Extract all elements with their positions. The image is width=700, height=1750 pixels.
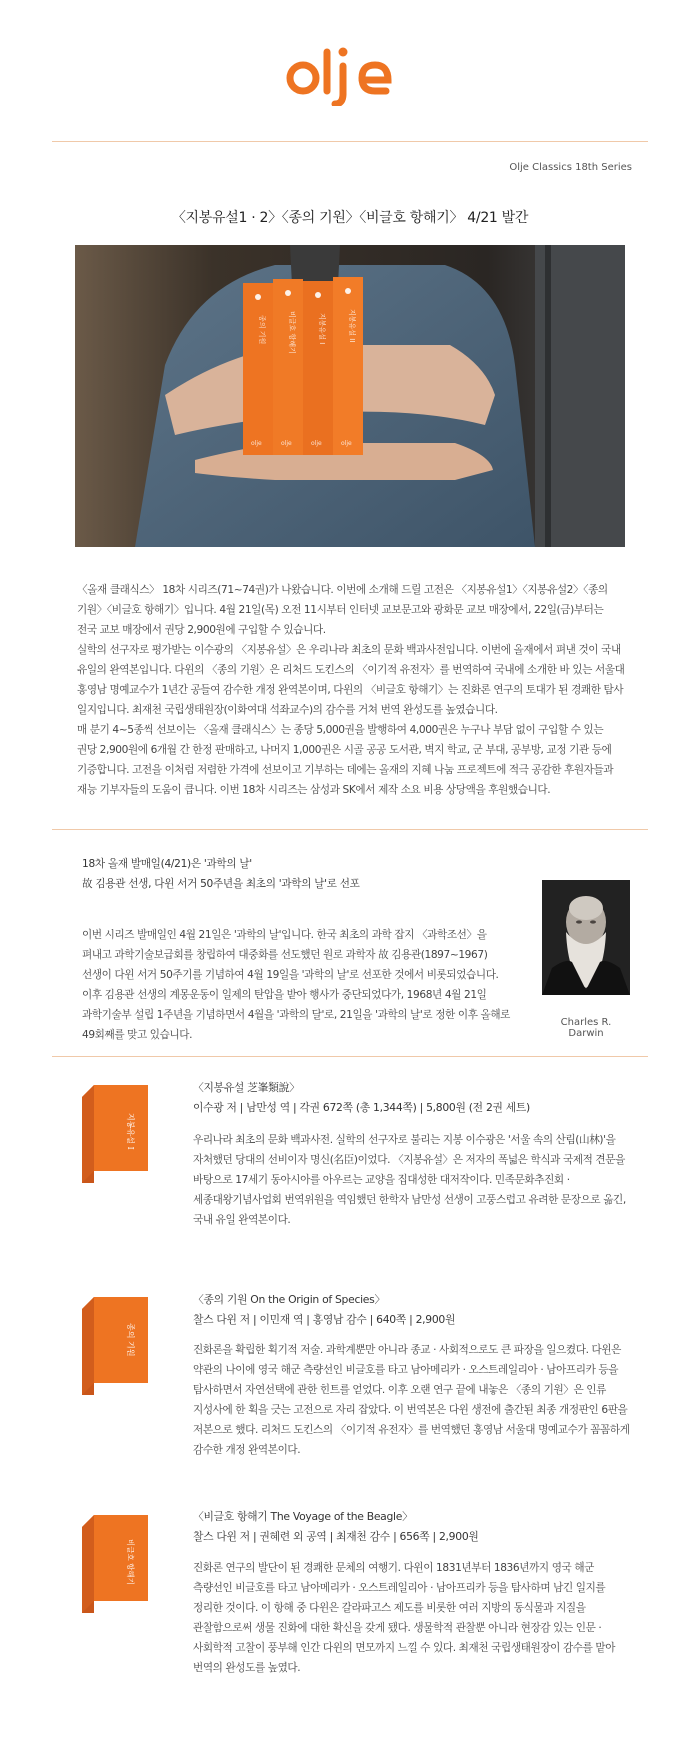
olje-logo [285,42,415,106]
intro-text [77,580,625,800]
spine-text: 종의 기원 [258,315,266,345]
hero-photo [75,245,625,547]
intro-paragraph: 매 분기 4~5종씩 선보이는 〈올재 클래식스〉는 종당 5,000권을 발행하여 4,000권은 누구나 부담 없이 구입할 수 있는 권당 2,900원에 6개월 간 한정 판매하고, 나머지 1,000권은 시골 공공 도서관, 벽지 학교, 군 부대, 공부방, 교정 기관 등에 기증합니다. 고전을 이처럼 저렴한 가격에 선보이고 기부하는 데에는 올재의 지혜 나눔 프로젝트에 적극 공감한 후원자들과 재능 기부자들의 도움이 큽니다. 이번 18차 시리즈는 삼성과 SK에서 제작 소요 비용 상당액을 후원했습니다. [77,724,614,796]
science-day-title [82,854,360,894]
headline: 〈지봉유설1 · 2〉〈종의 기원〉〈비글호 항해기〉 4/21 발간 [171,210,529,226]
spine-text: 비글호 항해기 [288,311,296,354]
science-day-body: 이번 시리즈 발매일인 4월 21일은 '과학의 날'입니다. 한국 최초의 과학 잡지 〈과학조선〉을 펴내고 과학기술보급회를 창립하여 대중화를 선도했던 원로 과학자 故 김용관(1897~1967) 선생이 다윈 서거 50주기를 기념하여 4월 19일을 '과학의 날'로 선포한 것에서 비롯되었습니다. 이후 김용관 선생의 계몽운동이 일제의 탄압을 받아 행사가 중단되었다가, 1968년 4월 21일 과학기술부 설립 1주년을 기념하면서 4월을 '과학의 달'로, 21일을 '과학의 날'로 정한 이후 올해로 49회째를 맞고 있습니다. [82,929,510,1041]
portrait-caption: Charles R. Darwin [560,1017,612,1039]
book-description: 진화론 연구의 발단이 된 경쾌한 문체의 여행기. 다윈이 1831년부터 1836년까지 영국 해군 측량선인 비글호를 타고 남아메리카 · 오스트레일리아 · 남아프리카 등을 탐사하며 남긴 일지를 정리한 것이다. 이 항해 중 다윈은 갈라파고스 제도를 비롯한 여러 지방의 동식물과 지질을 관찰함으로써 생물 진화에 대한 확신을 갖게 됐다. 생물학적 관찰뿐 아니라 현장감 있는 인문 · 사회학적 고찰이 풍부해 인간 다윈의 면모까지 느낄 수 있다. 최재천 국립생태원장이 감수를 맡아 번역의 완성도를 높였다. [193,1562,616,1674]
book-title: 〈종의 기원 On the Origin of Species〉 [193,1293,385,1306]
spine-publisher-mark: olje [251,440,262,447]
divider [52,829,648,830]
book-meta: 찰스 다윈 저 | 이민재 역 | 홍영남 감수 | 640쪽 | 2,900원 [193,1313,456,1326]
book-meta: 찰스 다윈 저 | 권혜련 외 공역 | 최재천 감수 | 656쪽 | 2,900원 [193,1530,479,1543]
intro-paragraph: 〈올재 클래식스〉 18차 시리즈(71~74권)가 나왔습니다. 이번에 소개해 드릴 고전은 〈지봉유설1〉〈지봉유설2〉〈종의 기원〉〈비글호 항해기〉입니다. 4월 21일(목) 오전 11시부터 인터넷 교보문고와 광화문 교보 매장에서, 22일(금)부터는 전국 교보 매장에서 권당 2,900원에 구입할 수 있습니다. [77,584,608,636]
book-stack [243,277,363,455]
book-cover-jibong [82,1085,148,1183]
book-title: 〈지봉유설 芝峯類說〉 [193,1081,300,1094]
spine-text: 지봉유설 II [348,309,356,343]
book-cover-origin [82,1297,148,1395]
darwin-portrait [542,880,630,995]
book-title: 〈비글호 항해기 The Voyage of the Beagle〉 [193,1510,413,1523]
cover-title: 비글호 항해기 [126,1539,135,1585]
intro-paragraph: 실학의 선구자로 평가받는 이수광의 〈지봉유설〉은 우리나라 최초의 문화 백과사전입니다. 이번에 올재에서 펴낸 것이 국내 유일의 완역본입니다. 다윈의 〈종의 기원〉은 리처드 도킨스의 〈이기적 유전자〉를 번역하여 국내에 소개한 바 있는 서울대 홍영남 명예교수가 1년간 공들여 감수한 개정 완역본이며, 다윈의 〈비글호 항해기〉는 진화론 연구의 토대가 된 경쾌한 탐사 일지입니다. 최재천 국립생태원장(이화여대 석좌교수)의 감수를 거쳐 번역 완성도를 높였습니다. [77,644,625,716]
spine-publisher-mark: olje [341,440,352,447]
book-cover-beagle [82,1515,148,1613]
spine-publisher-mark: olje [281,440,292,447]
book-description: 진화론을 확립한 획기적 저술. 과학계뿐만 아니라 종교 · 사회적으로도 큰 파장을 일으켰다. 다윈은 약관의 나이에 영국 해군 측량선인 비글호를 타고 남아메리카 · 오스트레일리아 · 남아프리카 등을 탐사하면서 자연선택에 관한 힌트를 얻었다. 이후 오랜 연구 끝에 내놓은 〈종의 기원〉은 인류 지성사에 한 획을 긋는 고전으로 자리 잡았다. 이 번역본은 다윈 생전에 출간된 최종 개정판인 6판을 저본으로 했다. 리처드 도킨스의 〈이기적 유전자〉를 번역했던 홍영남 서울대 명예교수가 꼼꼼하게 감수한 개정 완역본이다. [193,1344,630,1456]
book-title-block [193,1290,455,1330]
book-meta: 이수광 저 | 남만성 역 | 각권 672쪽 (총 1,344쪽) | 5,800원 (전 2권 세트) [193,1101,530,1114]
spine-publisher-mark: olje [311,440,322,447]
cover-title: 지봉유설 I [126,1113,135,1150]
book-title-block [193,1507,479,1547]
divider [52,1056,648,1057]
science-day-title-line: 故 김용관 선생, 다윈 서거 50주년을 최초의 '과학의 날'로 선포 [82,878,360,890]
science-day-title-line: 18차 올재 발매일(4/21)은 '과학의 날' [82,858,252,870]
cover-title: 종의 기원 [126,1323,135,1357]
series-label: Olje Classics 18th Series [509,162,632,173]
book-title-block [193,1078,530,1118]
spine-text: 지봉유설 I [318,313,326,345]
logo-text: olje [350,105,352,106]
book-description: 우리나라 최초의 문화 백과사전. 실학의 선구자로 불리는 지봉 이수광은 '서울 속의 산림(山林)'을 자처했던 당대의 선비이자 명신(名臣)이었다. 〈지봉유설〉은 저자의 폭넓은 학식과 국제적 견문을 바탕으로 17세기 동아시아를 아우르는 교양을 집대성한 대저작이다. 민족문화추진회 · 세종대왕기념사업회 번역위원을 역임했던 한학자 남만성 선생이 고풍스럽고 유려한 문장으로 옮긴, 국내 유일 완역본이다. [193,1134,626,1226]
divider [52,141,648,142]
